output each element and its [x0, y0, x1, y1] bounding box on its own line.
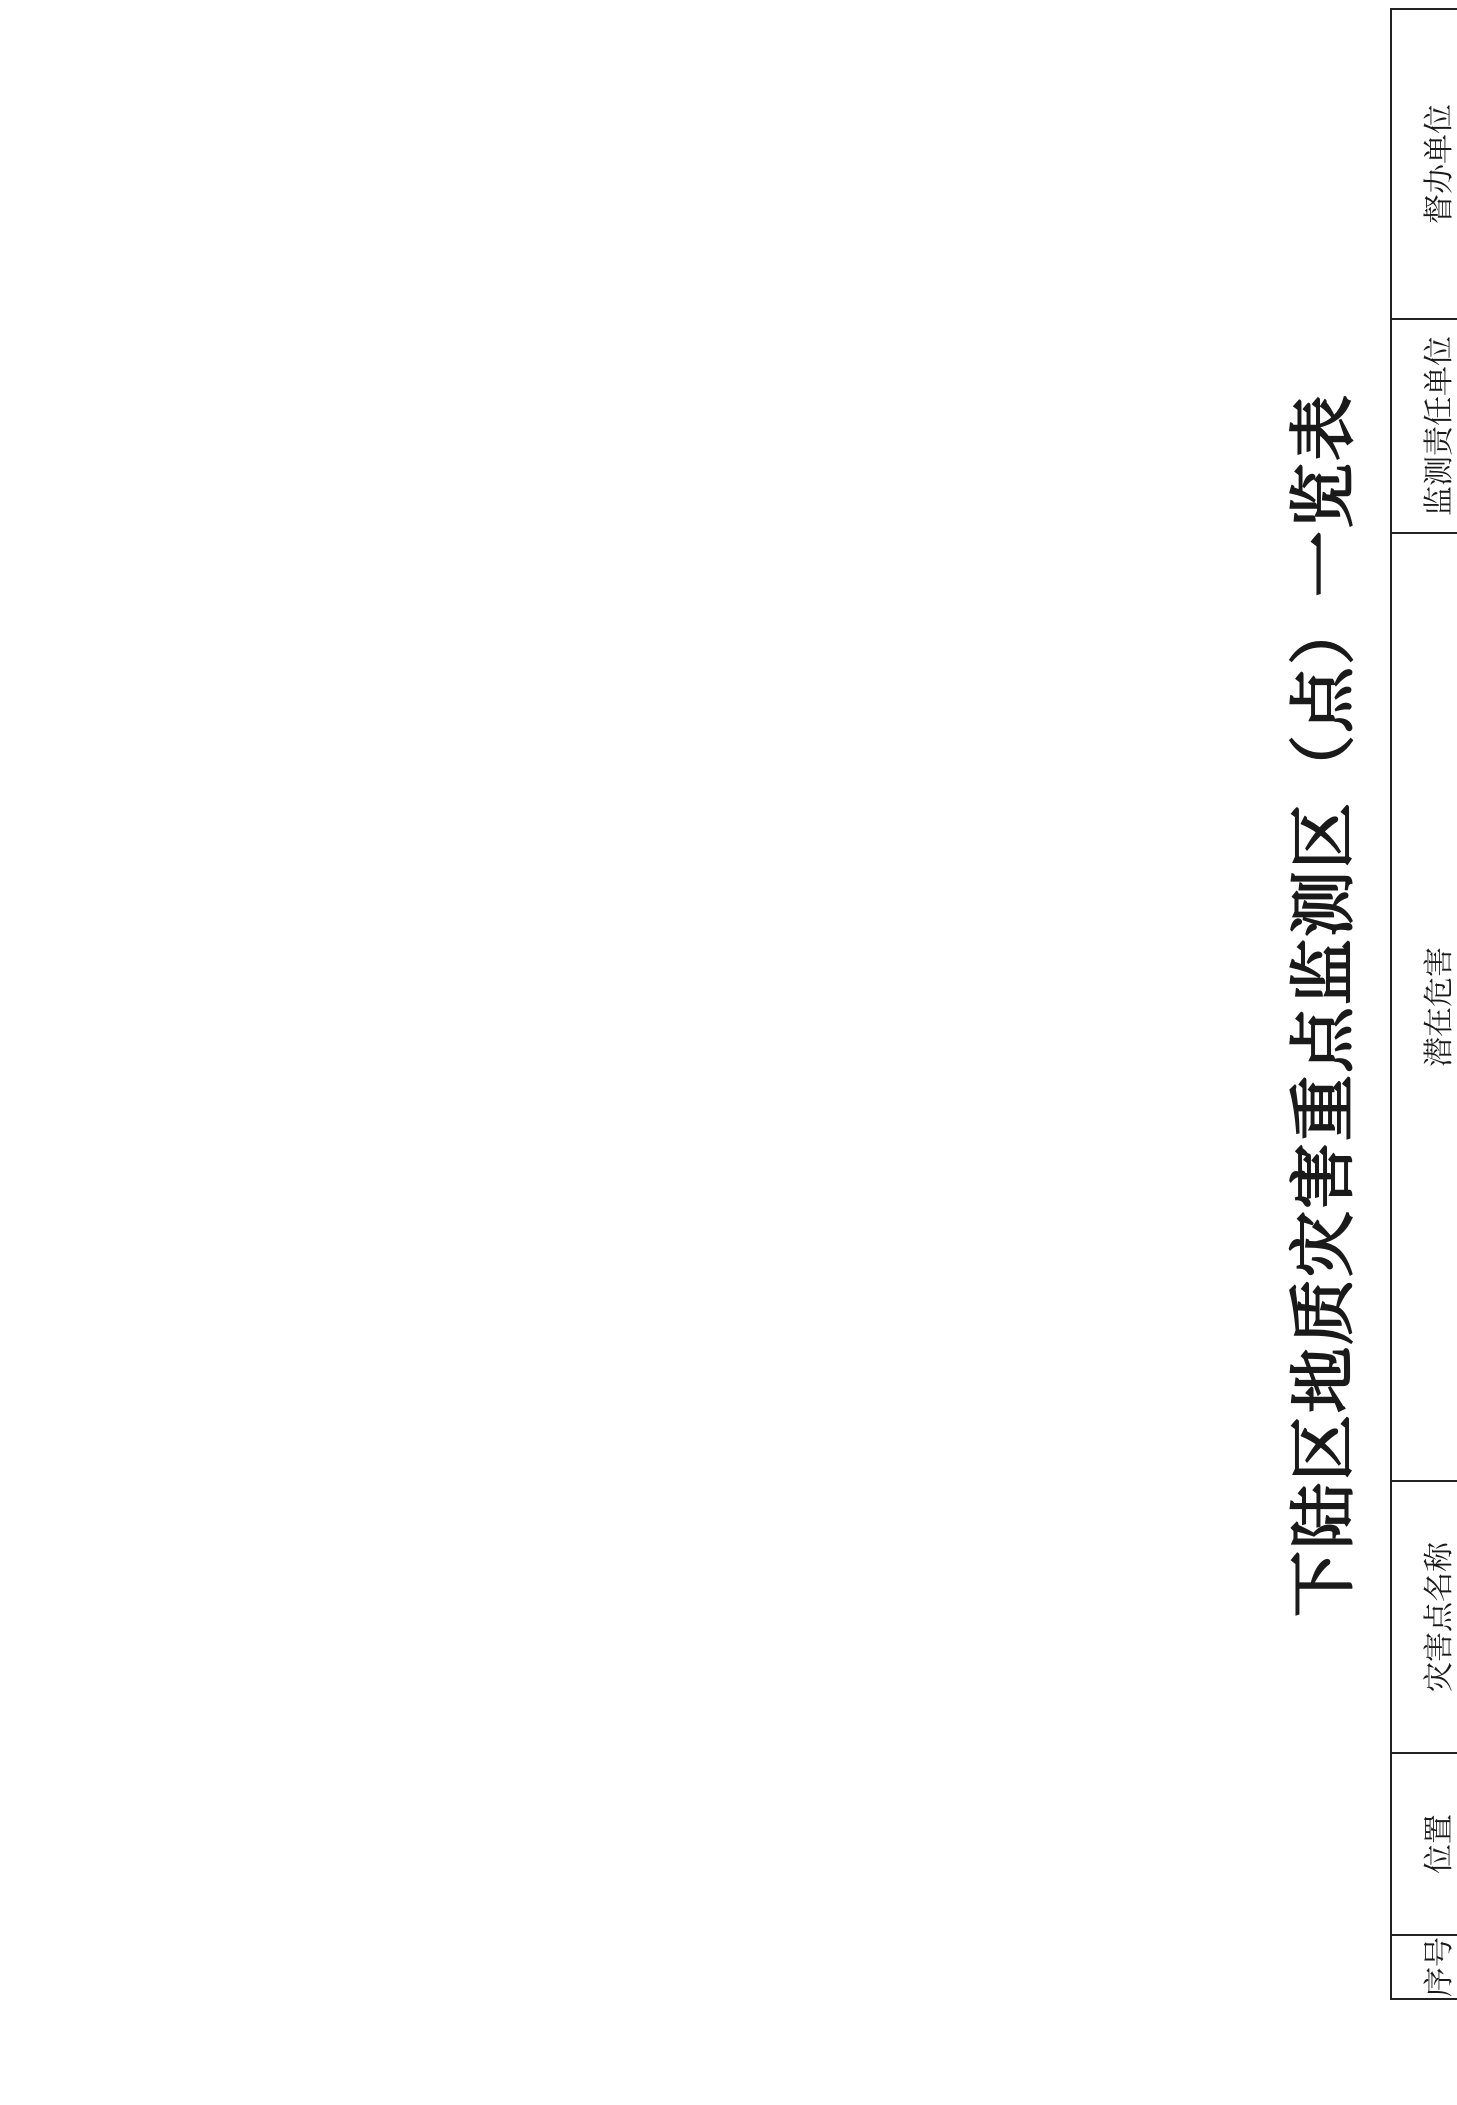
header-monitor: 监测责任单位 [1391, 319, 1457, 533]
table-header-row [1391, 9, 1457, 1999]
page-title: 下陆区地质灾害重点监测区（点）一览表 [1284, 393, 1362, 1617]
header-no: 序号 [1391, 1935, 1457, 1999]
header-location: 位置 [1391, 1753, 1457, 1935]
hazard-table-container [1390, 10, 1457, 2000]
hazard-table [1390, 8, 1457, 2000]
header-hazard: 潜在危害 [1391, 533, 1457, 1481]
header-supervisor: 督办单位 [1391, 9, 1457, 319]
rotated-page [1268, 10, 1457, 2000]
header-name: 灾害点名称 [1391, 1481, 1457, 1753]
